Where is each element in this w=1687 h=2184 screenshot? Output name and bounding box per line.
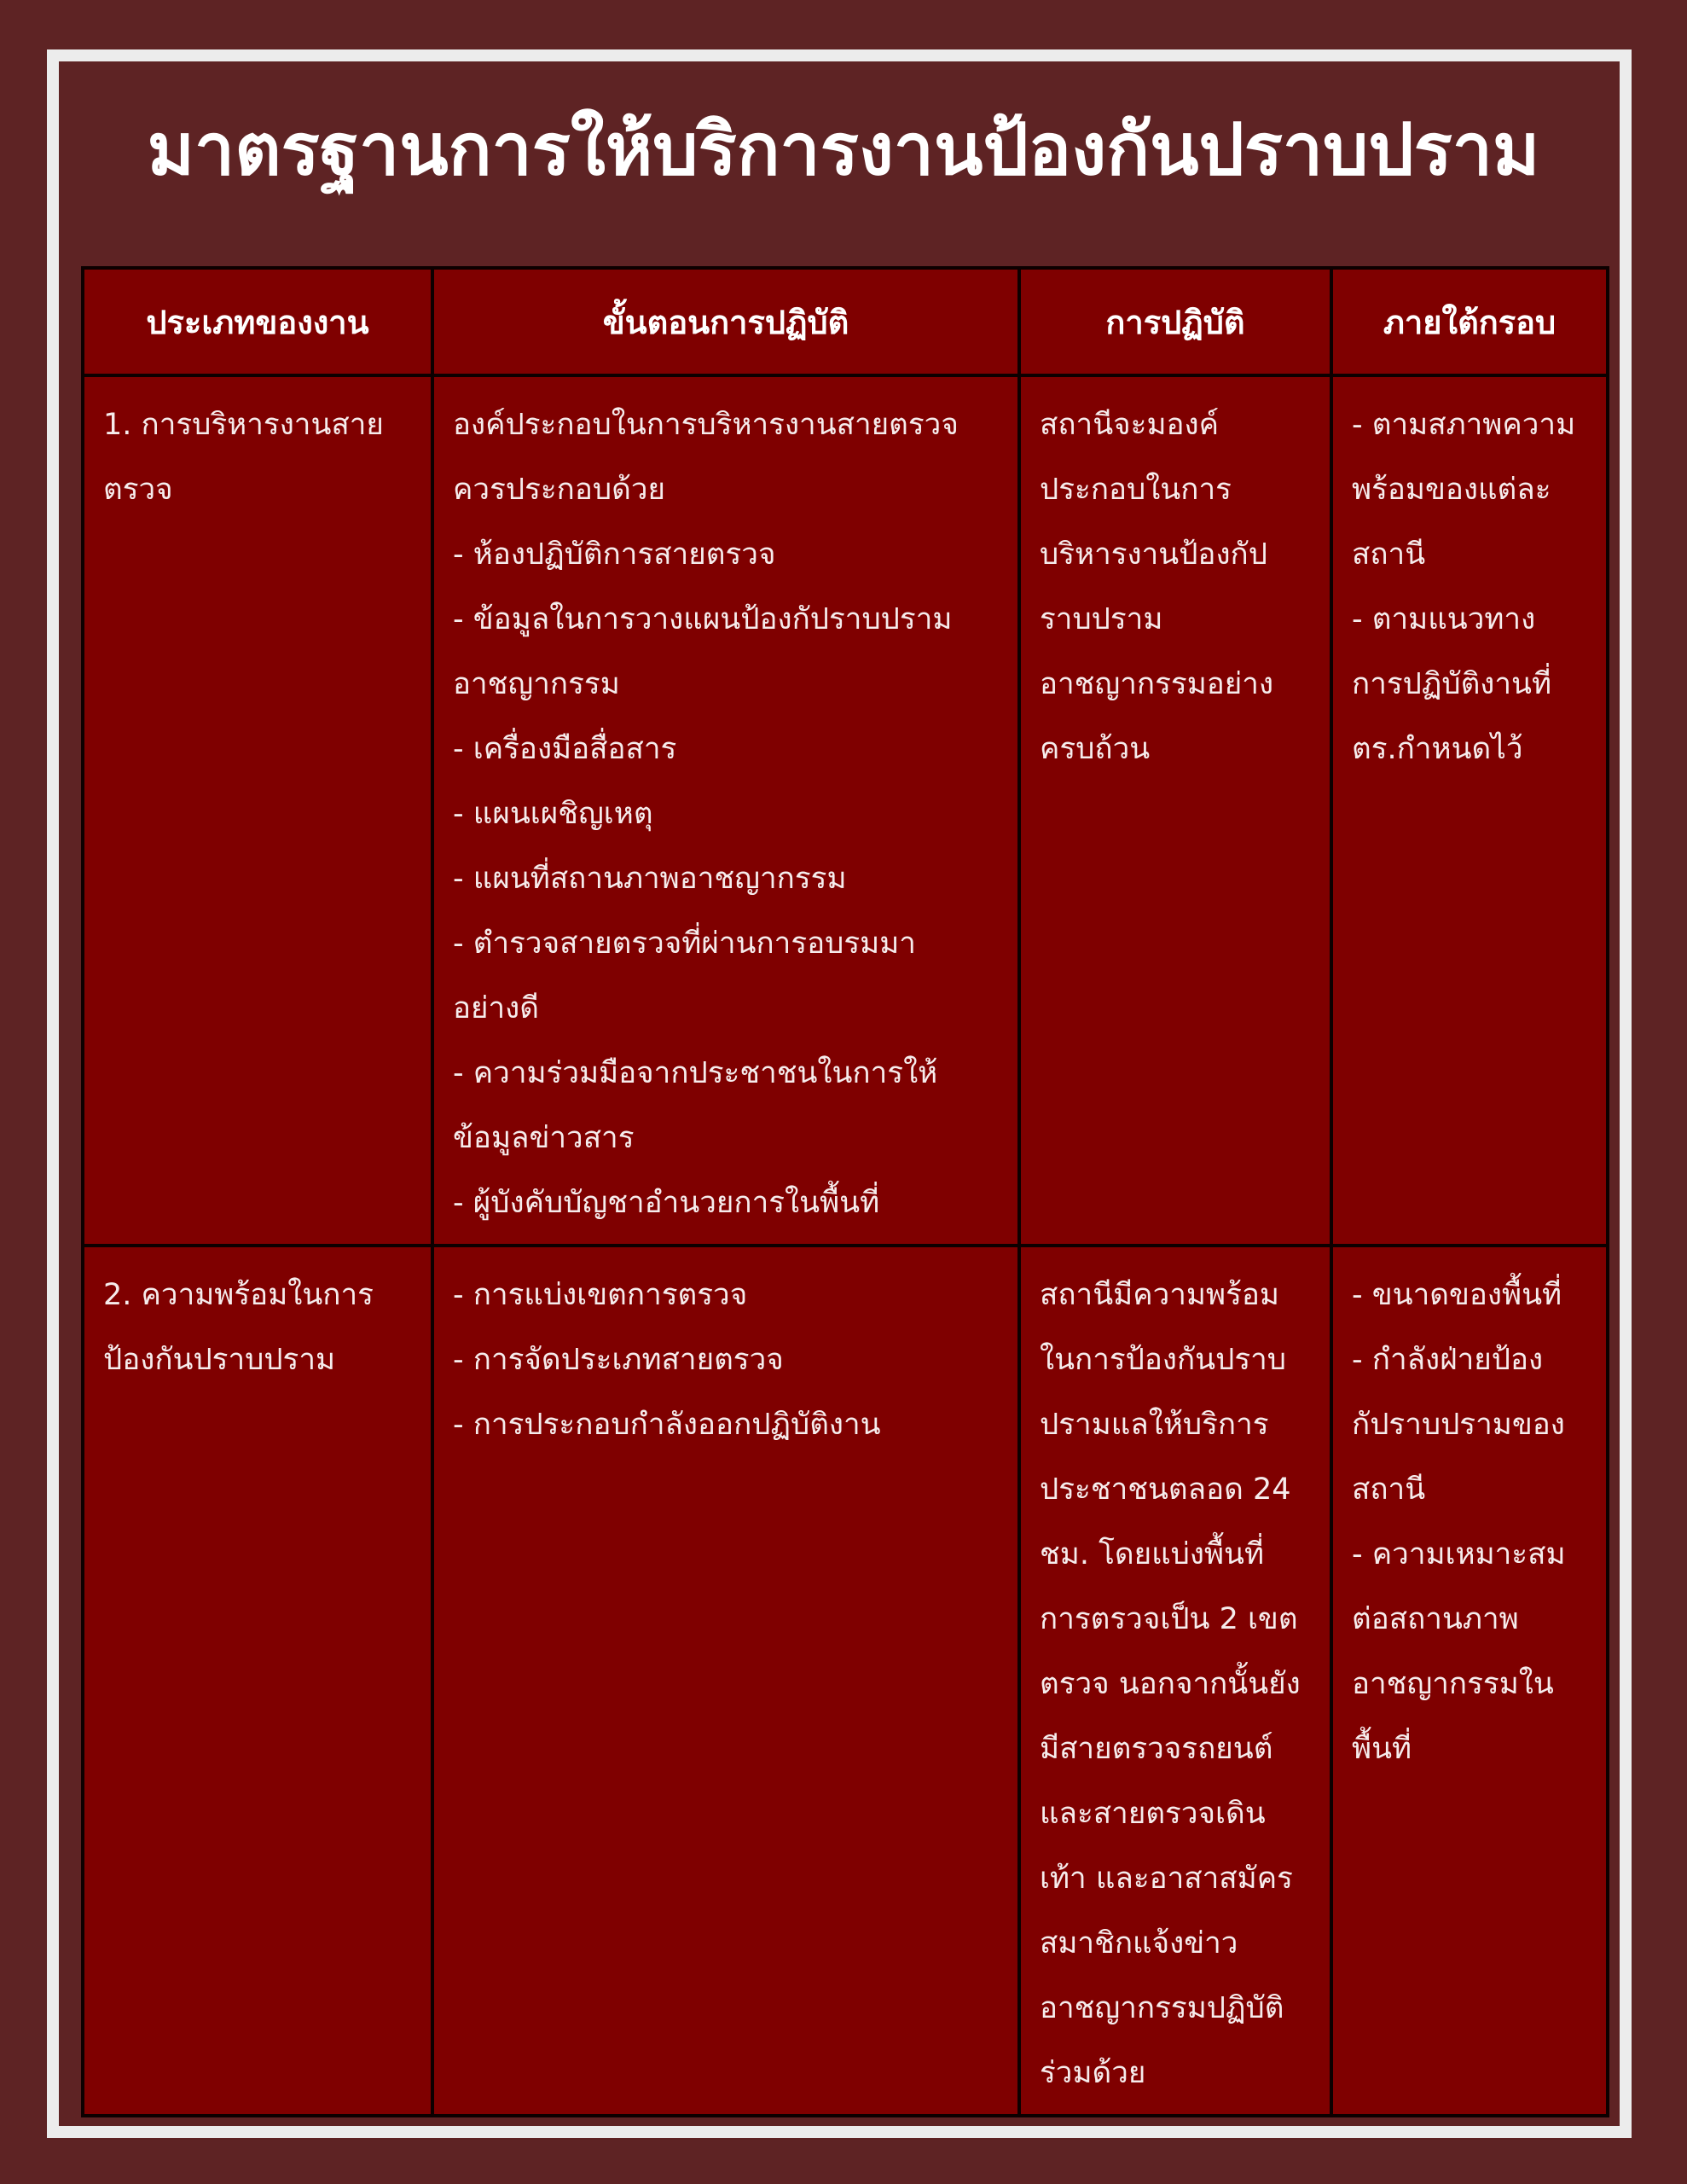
cell-line: - แผนที่สถานภาพอาชญากรรม	[453, 862, 847, 896]
page-title: มาตรฐานการให้บริการงานป้องกันปราบปราม	[147, 107, 1540, 191]
cell-line: - ข้อมูลในการวางแผนป้องกัปราบปราม	[453, 602, 953, 636]
cell-line: ราบปราม	[1040, 602, 1163, 636]
cell-line: บริหารงานป้องกัป	[1040, 537, 1267, 572]
cell-practice	[1019, 375, 1331, 1246]
cell-line: อาชญากรรมใน	[1352, 1667, 1554, 1701]
cell-line: - ตำรวจสายตรวจที่ผ่านการอบรมมา	[453, 926, 916, 961]
cell-line: ควรประกอบด้วย	[453, 473, 665, 507]
cell-line: พร้อมของแต่ละ	[1352, 473, 1551, 507]
cell-line: พื้นที่	[1352, 1732, 1412, 1766]
cell-line: องค์ประกอบในการบริหารงานสายตรวจ	[453, 408, 959, 442]
cell-line: เท้า และอาสาสมัคร	[1040, 1862, 1293, 1896]
cell-line: 1. การบริหารงานสาย	[103, 408, 384, 442]
cell-framework	[1331, 1246, 1608, 2116]
cell-procedure-steps	[432, 1246, 1019, 2116]
cell-line: ครบถ้วน	[1040, 732, 1151, 766]
cell-practice	[1019, 1246, 1331, 2116]
service-standard-table	[81, 266, 1609, 2117]
cell-line: สถานี	[1352, 1472, 1426, 1507]
header-procedure-steps: ขั้นตอนการปฏิบัติ	[432, 268, 1019, 375]
cell-work-type	[83, 375, 432, 1246]
cell-line: และสายตรวจเดิน	[1040, 1797, 1266, 1831]
cell-line: ในการป้องกันปราบ	[1040, 1343, 1286, 1377]
cell-line: ตรวจ	[103, 473, 173, 507]
cell-line: ร่วมด้วย	[1040, 2056, 1146, 2090]
cell-line: อาชญากรรม	[453, 667, 620, 701]
cell-line: ตร.กำหนดไว้	[1352, 732, 1523, 766]
cell-line: - ตามแนวทาง	[1352, 602, 1536, 636]
cell-line: - ความเหมาะสม	[1352, 1537, 1566, 1571]
cell-line: ชม. โดยแบ่งพื้นที่	[1040, 1537, 1265, 1571]
header-practice: การปฏิบัติ	[1019, 268, 1331, 375]
cell-line: สมาชิกแจ้งข่าว	[1040, 1926, 1238, 1960]
table-row	[83, 1246, 1608, 2116]
cell-line: ป้องกันปราบปราม	[103, 1343, 336, 1377]
cell-line: อย่างดี	[453, 991, 540, 1025]
cell-line: - ขนาดของพื้นที่	[1352, 1278, 1562, 1312]
cell-line: มีสายตรวจรถยนต์	[1040, 1732, 1273, 1766]
cell-line: - ห้องปฏิบัติการสายตรวจ	[453, 537, 776, 572]
cell-line: ตรวจ นอกจากนั้นยัง	[1040, 1667, 1301, 1701]
cell-line: - แผนเผชิญเหตุ	[453, 797, 653, 831]
cell-line: ประกอบในการ	[1040, 473, 1232, 507]
cell-line: ต่อสถานภาพ	[1352, 1602, 1519, 1636]
cell-framework	[1331, 375, 1608, 1246]
cell-line: สถานี	[1352, 537, 1426, 572]
cell-line: การปฏิบัติงานที่	[1352, 667, 1552, 701]
cell-line: - การแบ่งเขตการตรวจ	[453, 1278, 748, 1312]
cell-line: สถานีจะมองค์	[1040, 408, 1220, 442]
cell-line: - ตามสภาพความ	[1352, 408, 1576, 442]
cell-line: - ความร่วมมือจากประชาชนในการให้	[453, 1056, 938, 1090]
cell-line: 2. ความพร้อมในการ	[103, 1278, 374, 1312]
cell-line: - การจัดประเภทสายตรวจ	[453, 1343, 784, 1377]
cell-line: สถานีมีความพร้อม	[1040, 1278, 1279, 1312]
cell-line: - เครื่องมือสื่อสาร	[453, 732, 677, 766]
cell-line: ประชาชนตลอด 24	[1040, 1472, 1291, 1507]
cell-line: - กำลังฝ่ายป้อง	[1352, 1343, 1544, 1377]
cell-line: กัปราบปรามของ	[1352, 1408, 1565, 1442]
cell-line: ข้อมูลข่าวสาร	[453, 1121, 635, 1155]
table-row	[83, 375, 1608, 1246]
cell-line: อาชญากรรมปฏิบัติ	[1040, 1991, 1284, 2025]
cell-line: - การประกอบกำลังออกปฏิบัติงาน	[453, 1408, 881, 1442]
cell-work-type	[83, 1246, 432, 2116]
cell-line: อาชญากรรมอย่าง	[1040, 667, 1274, 701]
header-framework: ภายใต้กรอบ	[1331, 268, 1608, 375]
cell-procedure-steps	[432, 375, 1019, 1246]
table-header-row	[83, 268, 1608, 375]
cell-line: ปรามแลให้บริการ	[1040, 1408, 1269, 1442]
cell-line: การตรวจเป็น 2 เขต	[1040, 1602, 1298, 1636]
header-work-type: ประเภทของงาน	[83, 268, 432, 375]
cell-line: - ผู้บังคับบัญชาอำนวยการในพื้นที่	[453, 1186, 880, 1220]
